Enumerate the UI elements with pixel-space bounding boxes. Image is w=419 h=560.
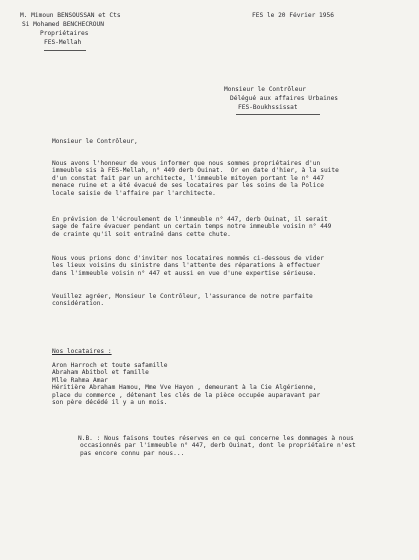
letter-date: FES le 20 Février 1956 bbox=[252, 12, 334, 19]
tenant-item: Héritière Abraham Hamou, Mme Vve Hayon , demeurant à la Cie Algérienne, bbox=[52, 384, 317, 392]
paragraph-line: menace ruine et a été évacué de ses locataires par les soins de la Police bbox=[52, 182, 324, 190]
paragraph-line: immeuble sis à FES-Mellah, n° 449 derb Ouinat. Or en date d'hier, à la suite bbox=[52, 167, 339, 175]
salutation: Monsieur le Contrôleur, bbox=[52, 138, 138, 145]
sender-underline bbox=[44, 50, 86, 51]
tenant-item: place du commerce , détenant les clés de la pièce occupée auparavant par bbox=[52, 391, 321, 399]
sender-location: FES-Mellah bbox=[44, 39, 82, 46]
recipient-title: Monsieur le Contrôleur bbox=[224, 86, 306, 93]
sender-role: Propriétaires bbox=[40, 30, 89, 37]
recipient-office: Délégué aux affaires Urbaines bbox=[230, 95, 339, 102]
paragraph-3 bbox=[52, 255, 324, 277]
nota-bene bbox=[78, 435, 356, 457]
tenants-heading: Nos locataires : bbox=[52, 348, 112, 355]
paragraph-line: considération. bbox=[52, 300, 105, 308]
paragraph-1 bbox=[52, 160, 339, 197]
paragraph-4 bbox=[52, 293, 313, 308]
nb-line: N.B. : Nous faisons toutes réserves en ce qui concerne les dommages à nous bbox=[78, 435, 354, 442]
paragraph-line: Nous avons l'honneur de vous informer que nous sommes propriétaires d'un bbox=[52, 160, 321, 167]
tenant-item: Mlle Rahma Amar bbox=[52, 376, 108, 384]
tenant-item: son père décédé il y a un mois. bbox=[52, 399, 168, 407]
paragraph-line: Nous vous prions donc d'inviter nos locataires nommés ci-dessous de vider bbox=[52, 255, 324, 262]
nb-line: pas encore connu par nous... bbox=[80, 449, 185, 457]
paragraph-line: les lieux voisins du sinistre dans l'attente des réparations à effectuer bbox=[52, 262, 321, 270]
tenants-list bbox=[52, 362, 320, 406]
paragraph-line: sage de faire évacuer pendant un certain temps notre immeuble voisin n° 449 bbox=[52, 223, 332, 231]
recipient-location: FES-Boukhssissat bbox=[238, 104, 298, 111]
paragraph-line: Veuillez agréer, Monsieur le Contrôleur, l'assurance de notre parfaite bbox=[52, 293, 313, 300]
paragraph-line: locale saisie de l'affaire par l'architecte. bbox=[52, 189, 216, 197]
paragraph-2 bbox=[52, 216, 331, 238]
tenant-item: Aron Harroch et toute safamille bbox=[52, 362, 168, 369]
paragraph-line: de crainte qu'il soit entraîné dans cette chute. bbox=[52, 230, 231, 238]
paragraph-line: En prévision de l'écroulement de l'immeuble n° 447, derb Ouinat, il serait bbox=[52, 216, 328, 223]
tenant-item: Abraham Abitbol et famille bbox=[52, 369, 149, 377]
sender-name: M. Mimoun BENSOUSSAN et Cts bbox=[20, 12, 121, 19]
recipient-underline bbox=[236, 114, 320, 115]
nb-line: occasionnés par l'immeuble n° 447, derb Ouinat, dont le propriétaire n'est bbox=[80, 442, 356, 450]
paragraph-line: d'un constat fait par un architecte, l'immeuble mitoyen portant le n° 447 bbox=[52, 174, 324, 182]
paragraph-line: dans l'immeuble voisin n° 447 et aussi en vue d'une expertise sérieuse. bbox=[52, 269, 317, 277]
sender-co-owner: Si Mohamed BENCHECROUN bbox=[22, 21, 104, 28]
